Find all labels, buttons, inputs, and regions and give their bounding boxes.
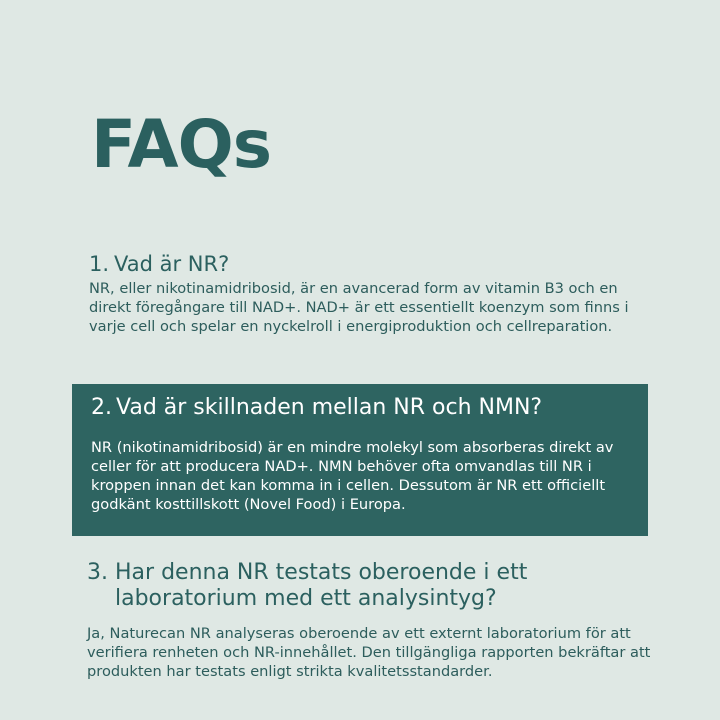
faq-question-2 [91,394,638,422]
faq-answer-3: Ja, Naturecan NR analyseras oberoende av ett externt laboratorium för att verifiera renheten och NR-innehållet. Den tillgängliga rapporten bekräftar att produkten har testats enligt strikta kvalitetsstandarder. [87,625,651,680]
faq-item-3 [87,560,657,681]
faq-question-text-3: Har denna NR testats oberoende i ett laboratorium med ett analysintyg? [115,560,528,611]
faq-number-3: 3. [87,560,108,585]
faq-answer-2: NR (nikotinamidribosid) är en mindre molekyl som absorberas direkt av celler för att producera NAD+. NMN behöver ofta omvandlas till NR i kroppen innan det kan komma in i cellen. Dessutom är NR ett officiellt godkänt kosttillskott (Novel Food) i Europa. [91,439,614,513]
faq-question-text-2: Vad är skillnaden mellan NR och NMN? [116,395,543,420]
page-title: FAQs [91,106,271,183]
faq-number-1: 1. [89,252,110,276]
faq-item-1 [89,250,649,336]
faq-number-2: 2. [91,395,112,420]
faq-question-text-1: Vad är NR? [114,252,230,276]
faq-question-3 [87,560,657,612]
faq-answer-1: NR, eller nikotinamidribosid, är en avancerad form av vitamin B3 och en direkt föregångare till NAD+. NAD+ är ett essentiellt koenzym som finns i varje cell och spelar en nyckelroll i energiproduktion och cellreparation. [89,280,629,335]
faq-question-1 [89,250,649,278]
faq-item-2-highlighted [72,384,648,536]
